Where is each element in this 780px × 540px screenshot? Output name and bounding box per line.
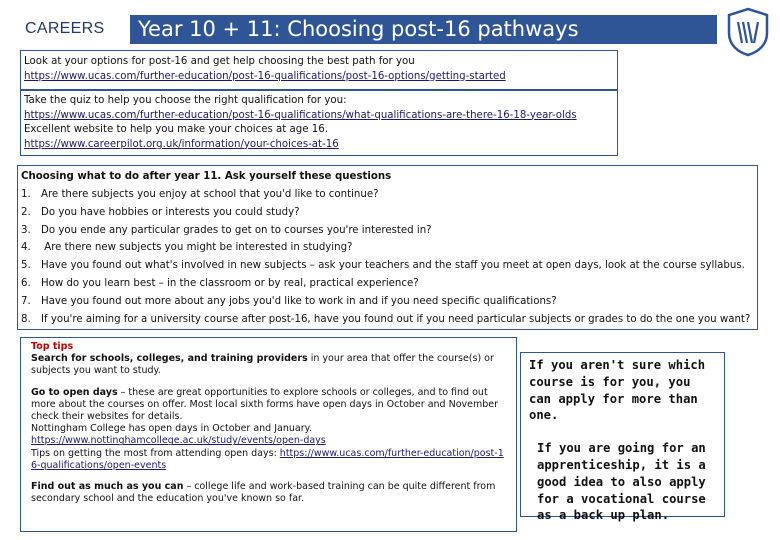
top-tips-box [20, 337, 517, 532]
questions-box [17, 165, 758, 330]
ucas-qualifications-link[interactable]: https://www.ucas.com/further-education/post-16-qualifications/what-qualifications-are-there-16-18-year-olds [24, 109, 577, 121]
ucas-getting-started-link[interactable]: https://www.ucas.com/further-education/post-16-qualifications/post-16-options/getting-started [24, 70, 506, 82]
careerpilot-link[interactable]: https://www.careerpilot.org.uk/information/your-choices-at-16 [24, 138, 339, 150]
questions-list [21, 186, 754, 328]
tip-open-days: Go to open days – these are great opportunities to explore schools or colleges, and to find out more about the courses on offer. Most local sixth forms have open days in October and November check their websites for details. Nottingham College has open days in October and January. https://www.nottinghamcollege.ac.uk/study/events/open-days Tips on getting the most from attending open days: https://www.ucas.com/further-education/post-16-qualifications/open-events [31, 386, 504, 471]
ucas-open-events-link[interactable]: https://www.ucas.com/further-education/post-16-qualifications/open-events [31, 447, 504, 471]
advice-box [520, 352, 725, 523]
options-box [20, 50, 618, 90]
list-item: 2. Do you have hobbies or interests you could study? [21, 206, 300, 218]
list-item: 6. How do you learn best – in the classroom or by real, practical experience? [21, 277, 419, 289]
quiz-box [20, 90, 618, 156]
list-item: 7. Have you found out more about any jobs you'd like to work in and if you need specific qualifications? [21, 295, 557, 307]
nottingham-college-link[interactable]: https://www.nottinghamcollege.ac.uk/study/events/open-days [31, 435, 326, 447]
school-crest-icon [726, 7, 770, 57]
advice-apprenticeship: If you are going for an apprenticeship, it is a good idea to also apply for a vocational course as a back up plan. [537, 441, 706, 523]
advice-apply-more: If you aren't sure which course is for you, you can apply for more than one. [529, 358, 706, 423]
tip-search: Search for schools, colleges, and training providers in your area that offer the course(s) or subjects you want to study. [31, 353, 494, 377]
options-text: Look at your options for post-16 and get help choosing the best path for you [24, 56, 415, 67]
quiz-text: Take the quiz to help you choose the right qualification for you: [24, 95, 347, 106]
list-item: 4. Are there new subjects you might be interested in studying? [21, 242, 353, 254]
list-item: 1. Are there subjects you enjoy at school that you'd like to continue? [21, 189, 379, 200]
top-tips-title: Top tips [31, 341, 74, 352]
tip-find-out: Find out as much as you can – college life and work-based training can be quite different from secondary school and the education you've known so far. [31, 481, 496, 505]
list-item: 8. If you're aiming for a university course after post-16, have you found out if you need particular subjects or grades to do the one you want? [21, 313, 751, 325]
careerpilot-text: Excellent website to help you make your choices at age 16. [24, 124, 328, 136]
list-item: 5. Have you found out what's involved in new subjects – ask your teachers and the staff you meet at open days, look at the course syllabus. [21, 260, 745, 272]
list-item: 3. Do you ende any particular grades to get on to courses you're interested in? [21, 224, 432, 236]
careers-label: CAREERS [25, 20, 105, 37]
questions-heading: Choosing what to do after year 11. Ask yourself these questions [21, 171, 392, 182]
page-title: Year 10 + 11: Choosing post-16 pathways [130, 15, 717, 44]
